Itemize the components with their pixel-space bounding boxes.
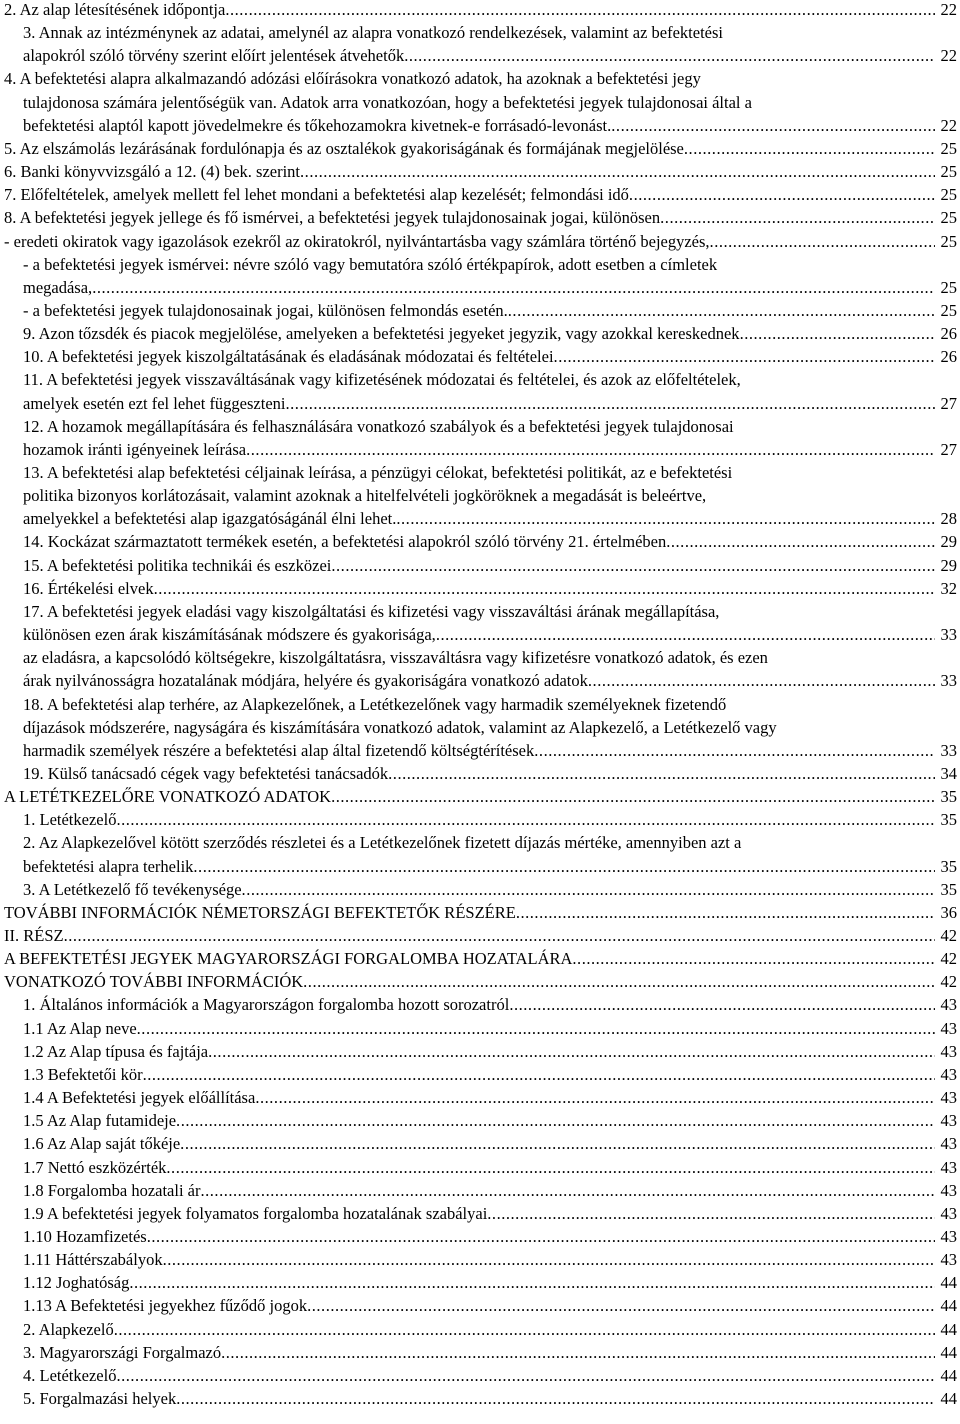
toc-entry-title: 1.3 Befektetői kör — [23, 1064, 143, 1084]
toc-entry-title: 2. Alapkezelő — [23, 1319, 114, 1339]
toc-entry[interactable] — [23, 1202, 957, 1225]
toc-entry-title: 1.5 Az Alap futamideje — [23, 1111, 177, 1131]
toc-entry-title: különösen ezen árak kiszámításának módszere és gyakorisága, — [23, 625, 436, 645]
toc-entry[interactable] — [23, 1179, 957, 1202]
toc-entry-title: 4. Letétkezelő — [23, 1365, 117, 1385]
toc-page-number: 43 — [940, 995, 957, 1015]
toc-entry-title: tulajdonosa számára jelentőségük van. Adatok arra vonatkozóan, hogy a befektetési jegyek tulajdonosai által a — [23, 92, 752, 112]
toc-entry[interactable] — [4, 230, 957, 253]
toc-page-number: 25 — [940, 208, 957, 228]
toc-entry[interactable] — [23, 322, 957, 345]
toc-entry[interactable] — [23, 993, 957, 1016]
dot-leader — [660, 206, 935, 229]
dot-leader — [388, 762, 935, 785]
dot-leader — [154, 577, 935, 600]
dot-leader — [516, 901, 935, 924]
toc-entry[interactable] — [23, 878, 957, 901]
toc-page-number: 42 — [940, 972, 957, 992]
toc-entry-title: 5. Forgalmazási helyek — [23, 1389, 177, 1408]
toc-entry[interactable] — [4, 970, 957, 993]
dot-leader — [300, 160, 935, 183]
toc-page-number: 42 — [940, 926, 957, 945]
toc-page-number: 33 — [940, 740, 957, 760]
toc-page-number: 43 — [940, 1226, 957, 1246]
toc-entry[interactable] — [23, 530, 957, 553]
dot-leader — [572, 947, 935, 970]
toc-page-number: 42 — [940, 949, 957, 969]
dot-leader — [143, 1063, 935, 1086]
toc-entry[interactable] — [23, 1063, 957, 1086]
toc-entry-title: 6. Banki könyvvizsgáló a 12. (4) bek. szerint — [4, 162, 301, 182]
toc-page-number: 33 — [940, 671, 957, 691]
dot-leader — [487, 1202, 935, 1225]
toc-page-number: 29 — [940, 532, 957, 552]
toc-page-number: 44 — [940, 1389, 957, 1408]
toc-entry-title: 5. Az elszámolás lezárásának fordulónapja és az osztalékok gyakoriságának és formájának megjelölése — [4, 138, 684, 158]
toc-entry[interactable] — [23, 21, 957, 44]
toc-page-number: 44 — [940, 1365, 957, 1385]
dot-leader — [137, 1017, 935, 1040]
dot-leader — [116, 1364, 935, 1387]
toc-page-number: 36 — [940, 902, 957, 922]
dot-leader — [163, 1248, 935, 1271]
toc-entry[interactable] — [23, 808, 957, 831]
toc-page-number: 44 — [940, 1296, 957, 1316]
dot-leader — [684, 137, 935, 160]
toc-entry-title: alapokról szóló törvény szerint előírt jelentések átvehetők — [23, 46, 405, 66]
toc-entry-title: 1.4 A Befektetési jegyek előállítása — [23, 1088, 256, 1108]
dot-leader — [303, 970, 935, 993]
toc-entry[interactable] — [23, 91, 957, 114]
dot-leader — [588, 669, 935, 692]
dot-leader — [534, 739, 935, 762]
toc-entry-title: - a befektetési jegyek ismérvei: névre szóló vagy bemutatóra szóló értékpapírok, adott esetben a címletek — [23, 254, 718, 274]
toc-entry-title: 1.10 Hozamfizetés — [23, 1226, 147, 1246]
toc-entry[interactable] — [23, 276, 957, 299]
toc-page-number: 43 — [940, 1018, 957, 1038]
dot-leader — [246, 438, 935, 461]
toc-entry-title: 1.8 Forgalomba hozatali ár — [23, 1180, 201, 1200]
toc-entry-title: 15. A befektetési politika technikái és eszközei — [23, 555, 332, 575]
toc-entry-title: 1.9 A befektetési jegyek folyamatos forgalomba hozatalának szabályai — [23, 1203, 488, 1223]
toc-entry[interactable] — [4, 183, 957, 206]
toc-page-number: 32 — [940, 578, 957, 598]
toc-page-number: 43 — [940, 1064, 957, 1084]
toc-entry-title: 19. Külső tanácsadó cégek vagy befektetési tanácsadók — [23, 763, 389, 783]
dot-leader — [147, 1225, 935, 1248]
toc-page-number: 43 — [940, 1180, 957, 1200]
toc-entry-title: 17. A befektetési jegyek eladási vagy kiszolgáltatási és kifizetési vagy visszaváltási árának megállapítása, — [23, 601, 720, 621]
toc-page-number: 43 — [940, 1041, 957, 1061]
toc-entry[interactable] — [23, 623, 957, 646]
toc-entry[interactable] — [23, 762, 957, 785]
dot-leader — [242, 878, 935, 901]
dot-leader — [225, 0, 935, 21]
toc-page-number: 35 — [940, 856, 957, 876]
toc-page-number: 44 — [940, 1342, 957, 1362]
toc-entry-title: politika bizonyos korlátozásait, valamint azoknak a hitelfelvételi jogköröknek a megadását is beleértve, — [23, 486, 707, 506]
toc-page-number: 28 — [940, 509, 957, 529]
toc-entry[interactable] — [4, 924, 957, 947]
toc-entry[interactable] — [23, 669, 957, 692]
toc-entry-title: 2. Az alap létesítésének időpontja — [4, 0, 226, 19]
toc-entry-title: díjazások módszerére, nagyságára és kiszámítására vonatkozó adatok, valamint az Alapkezelő, a Letétkezelő vagy — [23, 717, 777, 737]
toc-entry-title: 9. Azon tőzsdék és piacok megjelölése, amelyeken a befektetési jegyeket jegyzik, vagy azokkal kereskednek — [23, 324, 740, 344]
toc-entry[interactable] — [23, 1225, 957, 1248]
toc-entry-title: VONATKOZÓ TOVÁBBI INFORMÁCIÓK — [4, 972, 304, 992]
toc-page-number: 43 — [940, 1250, 957, 1270]
toc-entry-title: 2. Az Alapkezelővel kötött szerződés részletei és a Letétkezelőnek fizetett díjazás mértéke, amennyiben azt a — [23, 833, 742, 853]
toc-entry[interactable] — [23, 739, 957, 762]
toc-entry-title: hozamok iránti igényeinek leírása — [23, 439, 247, 459]
dot-leader — [611, 114, 935, 137]
toc-entry[interactable] — [23, 693, 957, 716]
toc-page-number: 26 — [940, 347, 957, 367]
toc-entry-title: A BEFEKTETÉSI JEGYEK MAGYARORSZÁGI FORGALOMBA HOZATALÁRA — [4, 949, 573, 969]
toc-page-number: 25 — [940, 300, 957, 320]
toc-entry-title: 8. A befektetési jegyek jellege és fő ismérvei, a befektetési jegyek tulajdonosainak jogai, különösen — [4, 208, 661, 228]
toc-entry[interactable] — [23, 299, 957, 322]
toc-entry-title: 1.13 A Befektetési jegyekhez fűződő jogok — [23, 1296, 308, 1316]
dot-leader — [176, 1109, 935, 1132]
toc-entry[interactable] — [23, 507, 957, 530]
toc-page-number: 27 — [940, 439, 957, 459]
toc-entry[interactable] — [23, 484, 957, 507]
toc-entry[interactable] — [23, 831, 957, 854]
toc-entry[interactable] — [23, 1040, 957, 1063]
toc-entry[interactable] — [23, 1132, 957, 1155]
toc-entry-title: 10. A befektetési jegyek kiszolgáltatásának és eladásának módozatai és feltételei — [23, 347, 554, 367]
toc-page-number: 29 — [940, 555, 957, 575]
toc-entry[interactable] — [23, 1017, 957, 1040]
toc-page-number: 35 — [940, 787, 957, 807]
toc-page-number: 43 — [940, 1111, 957, 1131]
dot-leader — [193, 855, 935, 878]
toc-page-number: 33 — [940, 625, 957, 645]
toc-entry-title: TOVÁBBI INFORMÁCIÓK NÉMETORSZÁGI BEFEKTETŐK RÉSZÉRE — [4, 902, 516, 922]
toc-page-number: 25 — [940, 138, 957, 158]
toc-entry-title: amelyek esetén ezt fel lehet függeszteni — [23, 393, 286, 413]
toc-entry[interactable] — [23, 368, 957, 391]
dot-leader — [176, 1387, 935, 1410]
toc-entry-title: amelyekkel a befektetési alap igazgatóságánál élni lehet. — [23, 509, 397, 529]
toc-entry-title: 16. Értékelési elvek — [23, 578, 154, 598]
toc-entry[interactable] — [4, 67, 957, 90]
toc-entry-title: az eladásra, a kapcsolódó költségekre, kiszolgáltatásra, visszaváltásra vagy kifizetésre vonatkozó adatok, és ezen — [23, 648, 768, 668]
toc-entry-title: 1.12 Joghatóság — [23, 1273, 130, 1293]
toc-entry-title: II. RÉSZ — [4, 926, 64, 945]
toc-entry[interactable] — [23, 646, 957, 669]
toc-entry[interactable] — [23, 392, 957, 415]
dot-leader — [116, 808, 935, 831]
dot-leader — [554, 345, 935, 368]
toc-entry-title: 14. Kockázat származtatott termékek esetén, a befektetési alapokról szóló törvény 21. értelmében — [23, 532, 667, 552]
toc-entry[interactable] — [23, 1109, 957, 1132]
toc-entry[interactable] — [4, 160, 957, 183]
toc-entry-title: 4. A befektetési alapra alkalmazandó adózási előírásokra vonatkozó adatok, ha azoknak a befektetési jegy — [4, 69, 701, 89]
toc-entry-title: harmadik személyek részére a befektetési alap által fizetendő költségtérítések — [23, 740, 535, 760]
toc-entry-title: 18. A befektetési alap terhére, az Alapkezelőnek, a Letétkezelőnek vagy harmadik személyeknek fizetendő — [23, 694, 727, 714]
toc-page-number: 35 — [940, 879, 957, 899]
dot-leader — [166, 1156, 935, 1179]
toc-page-number: 43 — [940, 1157, 957, 1177]
toc-entry-title: 1.7 Nettó eszközérték — [23, 1157, 167, 1177]
toc-entry-title: 1.2 Az Alap típusa és fajtája — [23, 1041, 209, 1061]
toc-entry-title: - eredeti okiratok vagy igazolások ezekről az okiratokról, nyilvántartásba vagy számlára történő bejegyzés, — [4, 231, 710, 251]
toc-page-number: 35 — [940, 810, 957, 830]
toc-entry[interactable] — [4, 785, 957, 808]
toc-entry[interactable] — [23, 44, 957, 67]
dot-leader — [666, 530, 935, 553]
toc-page-number: 43 — [940, 1134, 957, 1154]
toc-entry[interactable] — [23, 577, 957, 600]
dot-leader — [114, 1318, 935, 1341]
dot-leader — [396, 507, 935, 530]
toc-entry-title: 3. Magyarországi Forgalmazó — [23, 1342, 222, 1362]
dot-leader — [92, 276, 935, 299]
toc-entry-title: 3. Annak az intézménynek az adatai, amelynél az alapra vonatkozó rendelkezések, valamint az befektetési — [23, 23, 723, 43]
dot-leader — [740, 322, 935, 345]
dot-leader — [255, 1086, 935, 1109]
toc-entry-title: A LETÉTKEZELŐRE VONATKOZÓ ADATOK — [4, 787, 332, 807]
toc-entry[interactable] — [23, 1364, 957, 1387]
toc-page-number: 25 — [940, 277, 957, 297]
dot-leader — [221, 1341, 935, 1364]
dot-leader — [710, 230, 935, 253]
dot-leader — [508, 299, 935, 322]
dot-leader — [200, 1179, 935, 1202]
toc-entry[interactable] — [23, 114, 957, 137]
toc-entry[interactable] — [23, 253, 957, 276]
toc-entry[interactable] — [23, 1248, 957, 1271]
toc-entry[interactable] — [23, 1341, 957, 1364]
toc-entry[interactable] — [23, 1271, 957, 1294]
dot-leader — [307, 1294, 935, 1317]
dot-leader — [208, 1040, 935, 1063]
toc-page-number: 25 — [940, 231, 957, 251]
dot-leader — [629, 183, 935, 206]
toc-entry-title: 1. Általános információk a Magyarországon forgalomba hozott sorozatról — [23, 995, 510, 1015]
toc-page-number: 26 — [940, 324, 957, 344]
toc-entry[interactable] — [4, 947, 957, 970]
toc-page-number: 25 — [940, 185, 957, 205]
toc-entry-title: 1.1 Az Alap neve — [23, 1018, 137, 1038]
toc-entry[interactable] — [4, 901, 957, 924]
toc-entry-title: 1.11 Háttérszabályok — [23, 1250, 163, 1270]
toc-entry[interactable] — [23, 1294, 957, 1317]
toc-entry[interactable] — [4, 206, 957, 229]
toc-entry[interactable] — [23, 1086, 957, 1109]
toc-entry-title: 1.6 Az Alap saját tőkéje — [23, 1134, 181, 1154]
toc-entry-title: 3. A Letétkezelő fő tevékenysége — [23, 879, 242, 899]
toc-entry[interactable] — [23, 600, 957, 623]
toc-entry-title: 13. A befektetési alap befektetési céljainak leírása, a pénzügyi célokat, befektetési politikát, az e befektetési — [23, 463, 733, 482]
dot-leader — [509, 993, 935, 1016]
toc-entry[interactable] — [23, 716, 957, 739]
toc-page-number: 44 — [940, 1319, 957, 1339]
toc-entry-title: befektetési alaptól kapott jövedelmekre és tőkehozamokra kivetnek-e forrásadó-levonást. — [23, 115, 612, 135]
toc-entry-title: 7. Előfeltételek, amelyek mellett fel lehet mondani a befektetési alap kezelését; felmondási idő — [4, 185, 629, 205]
dot-leader — [286, 392, 936, 415]
toc-page-number: 27 — [940, 393, 957, 413]
dot-leader — [180, 1132, 935, 1155]
toc-entry[interactable] — [23, 438, 957, 461]
toc-entry[interactable] — [23, 1156, 957, 1179]
toc-entry[interactable] — [23, 554, 957, 577]
toc-entry[interactable] — [23, 415, 957, 438]
toc-entry-title: árak nyilvánosságra hozatalának módjára, helyére és gyakoriságára vonatkozó adatok — [23, 671, 588, 691]
toc-page-number: 44 — [940, 1273, 957, 1293]
toc-page-number: 22 — [940, 115, 957, 135]
toc-page-number: 43 — [940, 1203, 957, 1223]
dot-leader — [331, 554, 935, 577]
toc-entry-title: - a befektetési jegyek tulajdonosainak jogai, különösen felmondás esetén. — [23, 300, 508, 320]
toc-entry-title: megadása, — [23, 277, 93, 297]
toc-entry-title: 1. Letétkezelő — [23, 810, 117, 830]
toc-page-number: 43 — [940, 1088, 957, 1108]
dot-leader — [331, 785, 935, 808]
dot-leader — [436, 623, 935, 646]
toc-entry-title: 11. A befektetési jegyek visszaváltásának vagy kifizetésének módozatai és feltételei, és azok az előfeltételek, — [23, 370, 741, 390]
toc-page-number: 22 — [940, 0, 957, 19]
toc-entry[interactable] — [23, 345, 957, 368]
toc-page-number: 25 — [940, 162, 957, 182]
toc-page-number: 34 — [940, 763, 957, 783]
dot-leader — [404, 44, 935, 67]
toc-page-number: 22 — [940, 46, 957, 66]
toc-entry[interactable] — [4, 0, 957, 21]
toc-entry[interactable] — [23, 1318, 957, 1341]
toc-entry-title: befektetési alapra terhelik — [23, 856, 194, 876]
toc-entry[interactable] — [23, 1387, 957, 1410]
toc-entry[interactable] — [23, 855, 957, 878]
dot-leader — [129, 1271, 935, 1294]
toc-entry[interactable] — [23, 461, 957, 484]
dot-leader — [64, 924, 935, 947]
toc-entry[interactable] — [4, 137, 957, 160]
toc-entry-title: 12. A hozamok megállapítására és felhasználására vonatkozó szabályok és a befektetési jegyek tulajdonosai — [23, 416, 734, 436]
